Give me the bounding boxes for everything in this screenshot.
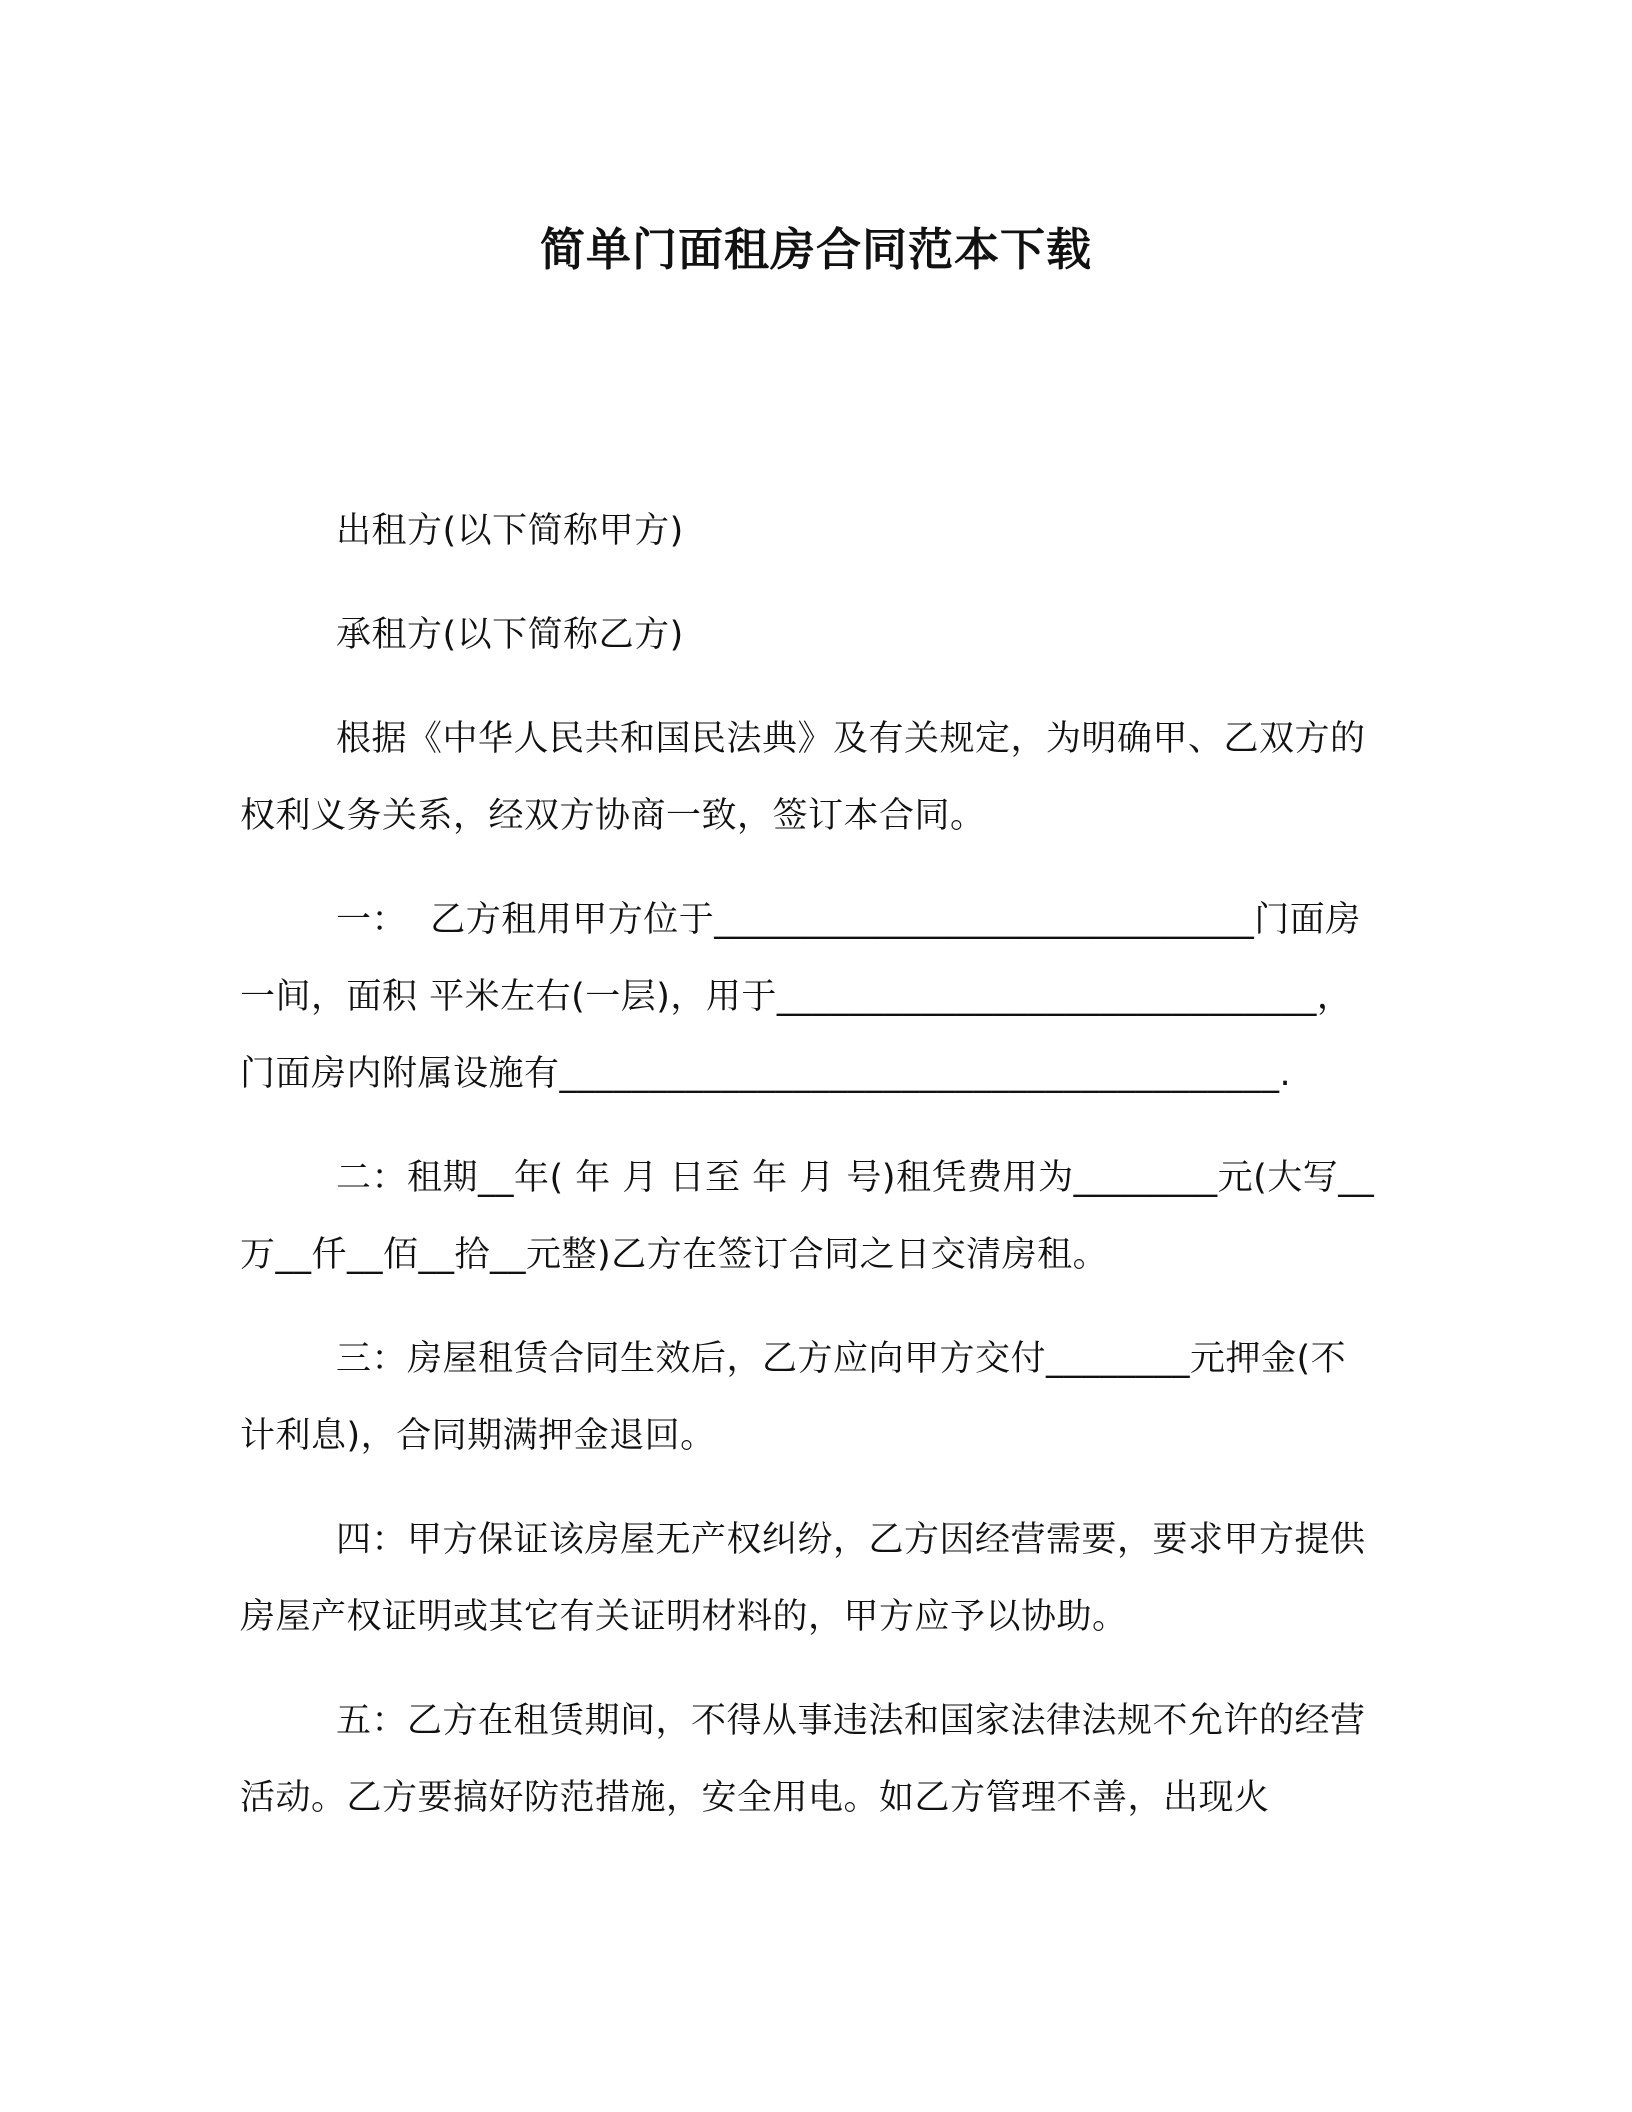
clause-2: 二：租期__年( 年 月 日至 年 月 号)租凭费用为________元(大写__万__仟__佰__拾__元整)乙方在签订合同之日交清房租。 [240,1158,1375,1275]
lessee-line: 承租方(以下简称乙方) [336,615,684,655]
clause-3: 三：房屋租赁合同生效后，乙方应向甲方交付________元押金(不计利息)，合同期满押金退回。 [240,1339,1347,1456]
lessor-line: 出租方(以下简称甲方) [336,511,684,551]
document-body [240,493,1380,1837]
clause-5: 五：乙方在租赁期间，不得从事违法和国家法律法规不允许的经营活动。乙方要搞好防范措施，安全用电。如乙方管理不善，出现火 [240,1701,1366,1818]
document-title: 简单门面租房合同范本下载 [539,223,1092,276]
clause-4: 四：甲方保证该房屋无产权纠纷，乙方因经营需要，要求甲方提供房屋产权证明或其它有关证明材料的，甲方应予以协助。 [240,1520,1366,1637]
clause-1: 一： 乙方租用甲方位于______________________________门面房一间，面积 平米左右(一层)，用于______________________________，门面房内附属设施有________________________________________. [240,900,1361,1094]
preamble-paragraph: 根据《中华人民共和国民法典》及有关规定，为明确甲、乙双方的权利义务关系，经双方协商一致，签订本合同。 [240,719,1366,836]
